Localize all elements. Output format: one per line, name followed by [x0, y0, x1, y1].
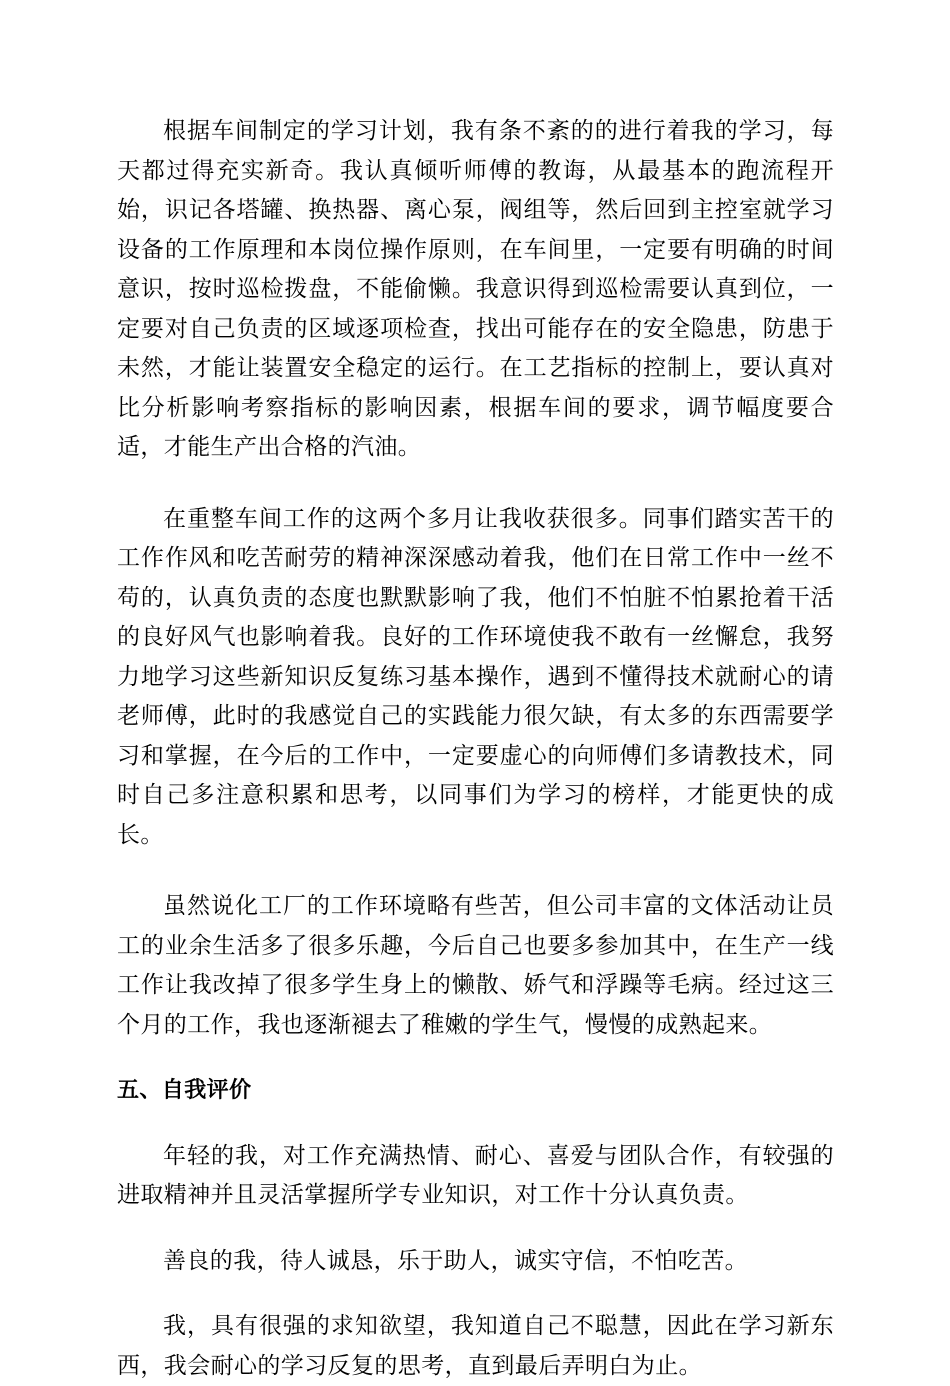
paragraph-self-eval-kind: 善良的我，待人诚恳，乐于助人，诚实守信，不怕吃苦。	[163, 1247, 748, 1274]
paragraph-self-eval-young: 年轻的我，对工作充满热情、耐心、喜爱与团队合作，有较强的进取精神并且灵活掌握所学专业知识，对工作十分认真负责。	[117, 1142, 834, 1208]
paragraph-reforming-workshop: 在重整车间工作的这两个多月让我收获很多。同事们踏实苦干的工作作风和吃苦耐劳的精神深深感动着我，他们在日常工作中一丝不苟的，认真负责的态度也默默影响了我，他们不怕脏不怕累抢着干活的良好风气也影响着我。良好的工作环境使我不敢有一丝懈怠，我努力地学习这些新知识反复练习基本操作，遇到不懂得技术就耐心的请老师傅，此时的我感觉自己的实践能力很欠缺，有太多的东西需要学习和掌握，在今后的工作中，一定要虚心的向师傅们多请教技术，同时自己多注意积累和思考，以同事们为学习的榜样，才能更快的成长。	[117, 505, 834, 848]
paragraph-study-plan: 根据车间制定的学习计划，我有条不紊的的进行着我的学习，每天都过得充实新奇。我认真倾听师傅的教诲，从最基本的跑流程开始，识记各塔罐、换热器、离心泵，阀组等，然后回到主控室就学习设备的工作原理和本岗位操作原则，在车间里，一定要有明确的时间意识，按时巡检拨盘，不能偷懒。我意识得到巡检需要认真到位，一定要对自己负责的区域逐项检查，找出可能存在的安全隐患，防患于未然，才能让装置安全稳定的运行。在工艺指标的控制上，要认真对比分析影响考察指标的影响因素，根据车间的要求，调节幅度要合适，才能生产出合格的汽油。	[117, 118, 834, 460]
section-heading-self-evaluation: 五、自我评价	[117, 1078, 252, 1103]
paragraph-self-eval-curious: 我，具有很强的求知欲望，我知道自己不聪慧，因此在学习新东西，我会耐心的学习反复的思考，直到最后弄明白为止。	[117, 1313, 834, 1379]
document-page	[117, 112, 834, 1386]
paragraph-work-environment: 虽然说化工厂的工作环境略有些苦，但公司丰富的文体活动让员工的业余生活多了很多乐趣，今后自己也要多参加其中，在生产一线工作让我改掉了很多学生身上的懒散、娇气和浮躁等毛病。经过这三个月的工作，我也逐渐褪去了稚嫩的学生气，慢慢的成熟起来。	[117, 893, 834, 1038]
